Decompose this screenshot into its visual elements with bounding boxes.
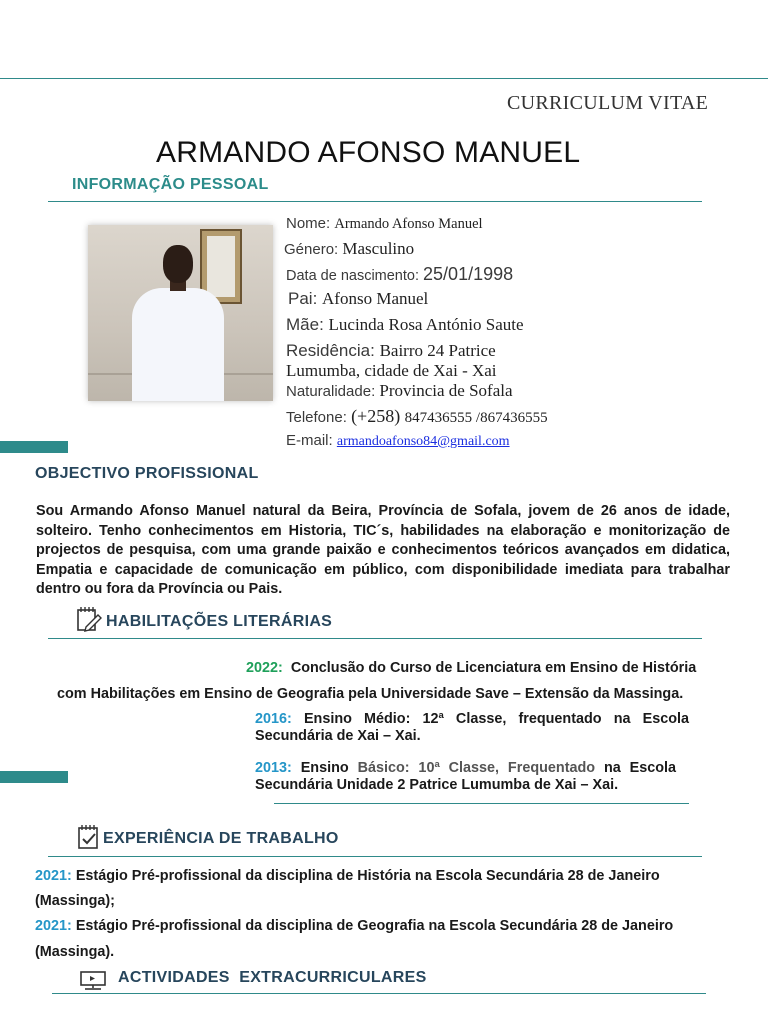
info-phone: Telefone: (+258) 847436555 /867436555: [286, 406, 548, 426]
education-item-2016: 2016: Ensino Médio: 12ª Classe, frequentado na Escola: [255, 711, 690, 727]
section-title-objective: OBJECTIVO PROFISSIONAL: [35, 465, 259, 482]
education-item-2013: 2013: Ensino Básico: 10ª Classe, Frequentado na Escola: [255, 760, 677, 776]
section-rule-activities: [52, 993, 706, 994]
info-father: Pai: Afonso Manuel: [288, 289, 429, 308]
teal-accent-bar-2: [0, 771, 68, 783]
section-title-personal: INFORMAÇÃO PESSOAL: [72, 176, 269, 193]
experience-item-1-line2: (Massinga);: [35, 893, 115, 909]
education-item-2022: 2022: Conclusão do Curso de Licenciatura em Ensino de História: [246, 660, 697, 676]
top-rule: [0, 78, 768, 79]
info-residence: Residência: Bairro 24 Patrice: [286, 341, 496, 360]
objective-text: Sou Armando Afonso Manuel natural da Beira, Província de Sofala, jovem de 26 anos de idade, solteiro. Tenho conhecimentos em Historia, TIC´s, habilidades na elaboração e monitorização de projectos de pesquisa, com uma grande paixão e conhecimentos teóricos avançados em didatica, Empatia e capacidade de comunicação em público, com disponibilidade imediata para trabalhar dentro ou fora da Província ou Pais.: [36, 503, 730, 597]
teal-accent-bar: [0, 441, 68, 453]
education-item-2013-line2: Secundária Unidade 2 Patrice Lumumba de Xai – Xai.: [255, 777, 619, 793]
info-dob: Data de nascimento: 25/01/1998: [286, 264, 514, 284]
profile-photo: [88, 225, 273, 401]
note-edit-icon: [76, 606, 102, 632]
cv-label: CURRICULUM VITAE: [507, 92, 709, 114]
education-item-2022-line2: com Habilitações em Ensino de Geografia pela Universidade Save – Extensão da Massinga.: [57, 686, 684, 702]
info-mother: Mãe: Lucinda Rosa António Saute: [286, 315, 524, 334]
info-residence-line2: Lumumba, cidade de Xai - Xai: [286, 361, 497, 380]
info-name: Nome: Armando Afonso Manuel: [286, 215, 483, 232]
monitor-icon: [79, 969, 107, 991]
experience-item-1: 2021: Estágio Pré-profissional da disciplina de História na Escola Secundária 28 de Janeiro: [35, 868, 660, 884]
section-rule-personal: [48, 201, 702, 202]
email-link[interactable]: armandoafonso84@gmail.com: [336, 434, 510, 449]
education-item-2016-line2: Secundária de Xai – Xai.: [255, 728, 421, 744]
experience-item-2: 2021: Estágio Pré-profissional da disciplina de Geografia na Escola Secundária 28 de Janeiro: [35, 918, 674, 934]
checklist-icon: [77, 824, 103, 850]
info-email: E-mail: armandoafonso84@gmail.com: [286, 432, 510, 449]
section-title-experience: EXPERIÊNCIA DE TRABALHO: [103, 830, 339, 847]
experience-item-2-line2: (Massinga).: [35, 944, 115, 960]
info-birthplace: Naturalidade: Provincia de Sofala: [286, 381, 513, 400]
section-title-education: HABILITAÇÕES LITERÁRIAS: [106, 613, 333, 630]
section-rule-education: [48, 638, 702, 639]
education-subrule: [274, 803, 689, 804]
page-title: ARMANDO AFONSO MANUEL: [156, 136, 581, 169]
section-rule-experience: [48, 856, 702, 857]
section-title-activities: ACTIVIDADES EXTRACURRICULARES: [118, 969, 427, 986]
info-gender: Género: Masculino: [284, 239, 415, 258]
